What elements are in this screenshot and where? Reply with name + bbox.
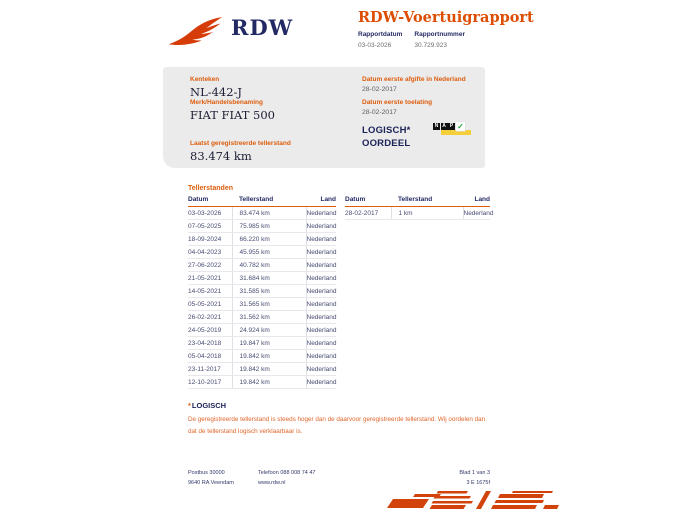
table-row [188, 311, 336, 324]
table-cell: Nederland [306, 285, 336, 298]
nap-check-icon: ✓ [457, 122, 464, 131]
column-header-datum: Datum [188, 194, 232, 207]
footer-postbus: Postbus 30000 [188, 470, 225, 476]
table-cell: 45.955 km [232, 246, 306, 259]
table-header-row [345, 194, 490, 207]
footer-phone: Telefoon 088 008 74 47 [258, 470, 316, 476]
table-cell: 31.565 km [232, 298, 306, 311]
tellerstanden-table-right [345, 194, 494, 220]
table-cell: 19.842 km [232, 376, 306, 389]
table-cell: 19.842 km [232, 363, 306, 376]
report-meta [358, 31, 465, 49]
kenteken-value: NL-442-J [190, 85, 243, 99]
table-row [188, 363, 336, 376]
footnote-asterisk: * [188, 401, 191, 410]
table-cell: 1 km [391, 207, 463, 220]
column-header-datum: Datum [345, 194, 391, 207]
report-date-label: Rapportdatum [358, 31, 403, 38]
skid-marks-graphic [385, 489, 560, 511]
logisch-heading-text: LOGISCH [191, 401, 227, 410]
table-cell: Nederland [306, 324, 336, 337]
oordeel-verdict [362, 125, 411, 151]
oordeel-line2: OORDEEL [362, 137, 411, 149]
table-cell: 14-05-2021 [188, 285, 232, 298]
table-row [188, 324, 336, 337]
table-cell: 28-02-2017 [345, 207, 391, 220]
laatste-tellerstand-value: 83.474 km [190, 149, 252, 163]
eerste-afgifte-label: Datum eerste afgifte in Nederland [362, 76, 466, 83]
table-row [345, 207, 490, 220]
table-row [188, 350, 336, 363]
table-cell: Nederland [306, 363, 336, 376]
table-cell: 83.474 km [232, 207, 306, 220]
oordeel-line1: LOGISCH* [362, 125, 411, 136]
merk-value: FIAT FIAT 500 [190, 108, 275, 122]
column-header-tellerstand: Tellerstand [391, 194, 463, 207]
table-cell: Nederland [306, 259, 336, 272]
table-cell: Nederland [306, 337, 336, 350]
table-cell: 04-04-2023 [188, 246, 232, 259]
footer-address [188, 468, 234, 488]
table-cell: 24.924 km [232, 324, 306, 337]
table-cell: 24-05-2019 [188, 324, 232, 337]
column-header-land: Land [463, 194, 490, 207]
table-row [188, 220, 336, 233]
table-row [188, 337, 336, 350]
table-header-row [188, 194, 336, 207]
nap-letter-p: P [449, 123, 454, 129]
field-eerste-toelating [362, 99, 432, 116]
laatste-tellerstand-label: Laatst geregistreerde tellerstand [190, 140, 291, 147]
tellerstanden-title: Tellerstanden [188, 185, 233, 192]
logisch-note [188, 401, 494, 437]
nap-letter-a: A [442, 123, 446, 129]
table-row [188, 246, 336, 259]
table-cell: 31.585 km [232, 285, 306, 298]
table-row [188, 298, 336, 311]
page-title: RDW-Voertuigrapport [358, 9, 534, 26]
table-cell: Nederland [306, 311, 336, 324]
report-number-value: 30.729.923 [414, 42, 447, 49]
table-cell: Nederland [463, 207, 490, 220]
eerste-afgifte-value: 28-02-2017 [362, 86, 397, 93]
table-cell: 19.842 km [232, 350, 306, 363]
table-cell: 21-05-2021 [188, 272, 232, 285]
field-kenteken [190, 76, 242, 99]
table-cell: 23-04-2018 [188, 337, 232, 350]
tellerstanden-table-left [188, 194, 336, 389]
table-cell: Nederland [306, 220, 336, 233]
rdw-wing-icon [167, 16, 225, 48]
rdw-logo [167, 13, 297, 47]
footer-form-code: 3 E 1675f [466, 480, 490, 486]
table-cell: 07-05-2025 [188, 220, 232, 233]
table-cell: 05-05-2021 [188, 298, 232, 311]
table-cell: Nederland [306, 233, 336, 246]
table-cell: 40.782 km [232, 259, 306, 272]
nap-letter-n: N [434, 123, 439, 129]
table-cell: 31.562 km [232, 311, 306, 324]
table-row [188, 233, 336, 246]
table-cell: 75.985 km [232, 220, 306, 233]
table-cell: 27-06-2022 [188, 259, 232, 272]
table-cell: 03-03-2026 [188, 207, 232, 220]
report-date [358, 31, 402, 49]
table-cell: 19.847 km [232, 337, 306, 350]
report-number [414, 31, 465, 49]
field-laatste-tellerstand [190, 140, 291, 163]
eerste-toelating-label: Datum eerste toelating [362, 99, 433, 106]
rdw-logo-text: RDW [231, 15, 294, 40]
footer-city: 9640 RA Veendam [188, 480, 234, 486]
field-eerste-afgifte [362, 76, 466, 93]
table-row [188, 272, 336, 285]
table-cell: Nederland [306, 272, 336, 285]
table-cell: Nederland [306, 350, 336, 363]
column-header-tellerstand: Tellerstand [232, 194, 306, 207]
logisch-note-heading [188, 401, 494, 410]
table-row [188, 285, 336, 298]
table-cell: 66.220 km [232, 233, 306, 246]
table-cell: Nederland [306, 298, 336, 311]
table-cell: Nederland [306, 376, 336, 389]
table-cell: Nederland [306, 246, 336, 259]
footer-website: www.rdw.nl [258, 480, 286, 486]
table-cell: Nederland [306, 207, 336, 220]
kenteken-label: Kenteken [190, 76, 220, 83]
table-cell: 31.684 km [232, 272, 306, 285]
field-merk [190, 99, 275, 122]
report-number-label: Rapportnummer [414, 31, 465, 38]
footer-page-number: Blad 1 van 3 [459, 470, 490, 476]
table-cell: 23-11-2017 [188, 363, 232, 376]
table-cell: 26-02-2021 [188, 311, 232, 324]
table-row [188, 376, 336, 389]
table-cell: 18-09-2024 [188, 233, 232, 246]
footer-contact [258, 468, 316, 488]
table-cell: 12-10-2017 [188, 376, 232, 389]
nap-logo [433, 122, 475, 140]
merk-label: Merk/Handelsbenaming [190, 99, 263, 106]
table-row [188, 207, 336, 220]
table-row [188, 259, 336, 272]
logisch-note-body: De geregistreerde tellerstand is steeds hoger dan de daarvoor geregistreerde tellerstand. Wij oordelen dan dat de tellerstand logisch verklaarbaar is. [188, 416, 486, 435]
eerste-toelating-value: 28-02-2017 [362, 109, 397, 116]
report-date-value: 03-03-2026 [358, 42, 392, 49]
table-cell: 05-04-2018 [188, 350, 232, 363]
vehicle-summary-panel [163, 67, 485, 168]
footer-page-info [410, 468, 490, 488]
column-header-land: Land [306, 194, 336, 207]
